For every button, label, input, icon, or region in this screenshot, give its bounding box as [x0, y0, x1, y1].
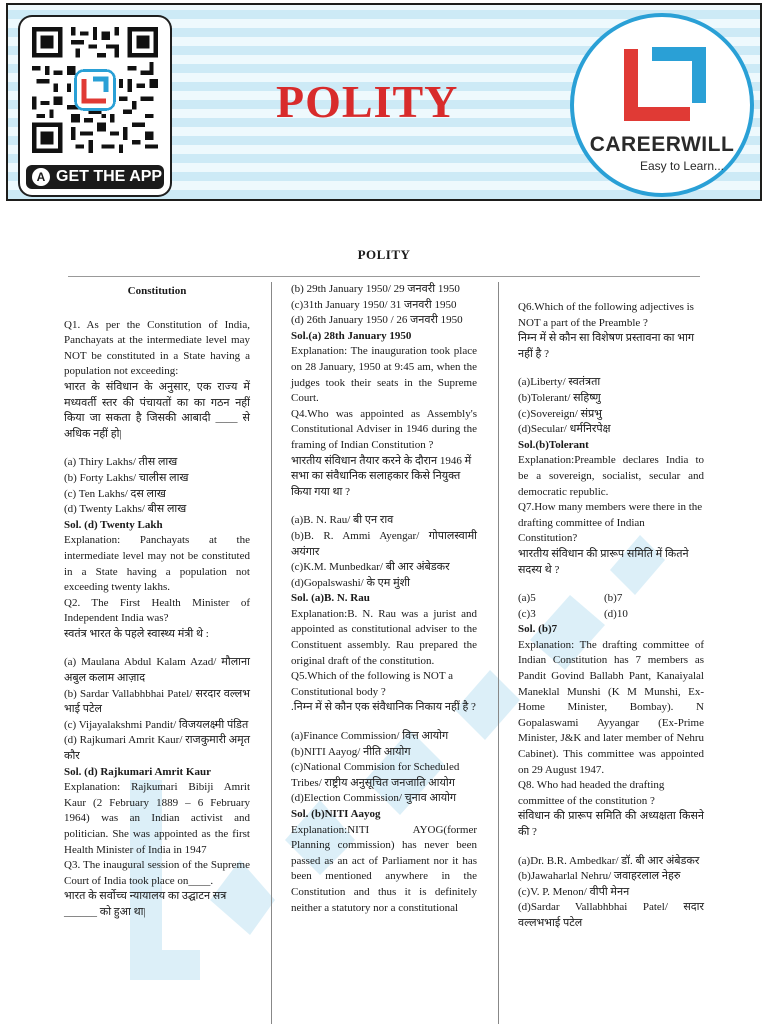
option: (d) Rajkumari Amrit Kaur/ राजकुमारी अमृत कौर: [64, 734, 250, 763]
heading-divider: [68, 276, 700, 277]
option: (a)B. N. Rau/ बी एन राव: [291, 514, 394, 527]
question-7-hindi: भारतीय संविधान की प्रारूप समिति में कितने सदस्य थे ?: [518, 547, 689, 576]
solution-6-explanation: Explanation:Preamble declares India to be a sovereign, socialist, secular and democratic republic.: [518, 454, 704, 498]
option: (c)31th January 1950/ 31 जनवरी 1950: [291, 298, 457, 311]
question-2: Q2. The First Health Minister of Independent India was?: [64, 596, 250, 625]
option: (b)B. R. Ammi Ayengar/ गोपालस्वामी अयंगार: [291, 529, 477, 558]
page-title: POLITY: [357, 247, 411, 262]
option: (d) Twenty Lakhs/ बीस लाख: [64, 503, 187, 516]
solution-5: Sol. (b)NITI Aayog: [291, 808, 381, 820]
question-7-options: [518, 591, 704, 622]
question-3-hindi: भारत के सर्वोच्च न्यायालय का उद्घाटन सत्र ______ को हुआ था|: [64, 890, 227, 918]
question-4-options: [291, 513, 477, 591]
question-8-options: [518, 854, 704, 932]
option: (d)Secular/ धर्मनिरपेक्ष: [518, 423, 611, 436]
banner-title: POLITY: [276, 76, 459, 127]
qr-code-card[interactable]: [20, 17, 170, 195]
solution-2: Sol. (d) Rajkumari Amrit Kaur: [64, 765, 211, 778]
option: (c) Ten Lakhs/ दस लाख: [64, 487, 166, 500]
column-2: [291, 282, 477, 916]
solution-3-explanation: Explanation: The inauguration took place on 28 January, 1950 at 9:45 am, when the judges took their seats in the Supreme Court.: [291, 345, 477, 405]
question-5: Q5.Which of the following is NOT a Constitutional body ?: [291, 670, 454, 698]
solution-2-explanation: Explanation: Rajkumari Bibiji Amrit Kaur (2 February 1889 – 6 February 1964) was an Indian activist and politician. She was appointed as the first Health Minister of India in 1947: [64, 781, 250, 856]
option: (b) Sardar Vallabhbhai Patel/ सरदार वल्लभ भाई पटेल: [64, 687, 250, 716]
solution-6: Sol.(b)Tolerant: [518, 438, 589, 451]
option: (c)K.M. Munbedkar/ बी आर अंबेडकर: [291, 561, 450, 574]
careerwill-logo-icon: [616, 41, 714, 127]
option: (d)10: [604, 607, 628, 620]
option: (d)Sardar Vallabhbhai Patel/ सदार वल्लभभाई पटेल: [518, 901, 704, 929]
question-1: Q1. As per the Constitution of India, Panchayats at the intermediate level may NOT be constituted in a State having a population not exceeding:: [64, 318, 250, 378]
column-1: [64, 282, 250, 921]
question-2-options: [64, 655, 250, 764]
question-6-options: [518, 375, 704, 437]
question-4: Q4.Who was appointed as Assembly's Constitutional Adviser in 1946 during the framing of Indian Constitution ?: [291, 407, 477, 451]
option: (c) Vijayalakshmi Pandit/ विजयलक्ष्मी पंडित: [64, 718, 249, 731]
solution-7-explanation: Explanation: The drafting committee of Indian Constitution has 7 members as Pandit Govind Ballabh Pant, Kanaiyalal Maneklal Munshi (K M Munshi, Ex- Home Minister, Bombay). N Gopalaswami Ayyangar (Ex-Prime Minister, J&K and later member of Nehru Cabinet). This committee was appointed on 29 August 1947.: [518, 638, 704, 776]
option: (d) 26th January 1950 / 26 जनवरी 1950: [291, 314, 463, 327]
question-4-hindi: भारतीय संविधान तैयार करने के दौरान 1946 में सभा का संवैधानिक सलाहकार किसे नियुक्त किया गया था ?: [291, 454, 472, 498]
option: (c)National Commision for Scheduled Tribes/ राष्ट्रीय अनुसूचित जनजाति आयोग: [291, 761, 460, 789]
option: (b)7: [604, 592, 623, 605]
option: (a) Thiry Lakhs/ तीस लाख: [64, 456, 178, 469]
option: (b) 29th January 1950/ 29 जनवरी 1950: [291, 283, 460, 295]
solution-4-explanation: Explanation:B. N. Rau was a jurist and appointed as constitutional adviser to the Constituent assembly. Rau prepared the original draft of the constitution.: [291, 607, 477, 667]
question-5-options: [291, 729, 477, 807]
brand-name: CAREERWILL: [589, 133, 735, 156]
qr-code-icon: [32, 27, 158, 153]
app-store-icon: A: [32, 168, 50, 186]
option: (d)Election Commission/ चुनाव आयोग: [291, 792, 457, 805]
question-2-hindi: स्वतंत्र भारत के पहले स्वास्थ्य मंत्री थे :: [64, 627, 209, 640]
solution-5-explanation: Explanation:NITI AYOG(former Planning commission) has never been passed as an act of Parliament nor it has been mentioned anywhere in the Constitution and thus it is definitely neither a statutory nor a constitutional: [291, 823, 477, 914]
question-6: Q6.Which of the following adjectives is NOT a part of the Preamble ?: [518, 301, 694, 329]
option: (b)NITI Aayog/ नीति आयोग: [291, 745, 411, 758]
section-heading: Constitution: [127, 285, 187, 297]
header-banner: [6, 3, 762, 201]
brand-tagline: Easy to Learn...: [639, 159, 725, 173]
solution-4: Sol. (a)B. N. Rau: [291, 592, 370, 605]
solution-3: Sol.(a) 28th January 1950: [291, 329, 412, 342]
option: (a) Maulana Abdul Kalam Azad/ मौलाना अबुल कलाम आज़ाद: [64, 656, 250, 685]
column-divider: [498, 282, 499, 1024]
option: (a)Finance Commission/ वित्त आयोग: [291, 730, 449, 743]
option: (c)3: [518, 607, 536, 620]
option: (d)Gopalswashi/ के एम मुंशी: [291, 576, 410, 589]
option: (a)Dr. B.R. Ambedkar/ डॉ. बी आर अंबेडकर: [518, 854, 700, 867]
solution-7: Sol. (b)7: [518, 623, 558, 636]
option: (c)V. P. Menon/ वीपी मेनन: [518, 885, 630, 898]
column-3: [518, 282, 704, 932]
question-3-options: [291, 282, 477, 329]
option: (b) Forty Lakhs/ चालीस लाख: [64, 471, 189, 484]
question-1-options: [64, 455, 250, 517]
question-8: Q8. Who had headed the drafting committee of the constitution ?: [518, 779, 665, 807]
careerwill-logo: [570, 13, 754, 197]
option: (b)Tolerant/ सहिष्णु: [518, 391, 601, 404]
solution-1-explanation: Explanation: Panchayats at the intermediate level may not be constituted in a State having a population not exceeding twenty lakhs.: [64, 534, 250, 594]
option: (a)5: [518, 592, 536, 605]
question-3: Q3. The inaugural session of the Supreme Court of India took place on____.: [64, 859, 250, 887]
option: (b)Jawaharlal Nehru/ जवाहरलाल नेहरु: [518, 870, 681, 883]
column-divider: [271, 282, 272, 1024]
question-5-hindi: .निम्न में से कौन एक संवैधानिक निकाय नहीं है ?: [291, 701, 476, 714]
option: (a)Liberty/ स्वतंत्रता: [518, 376, 601, 389]
get-the-app-button[interactable]: [26, 165, 164, 189]
solution-1: Sol. (d) Twenty Lakh: [64, 518, 163, 531]
question-8-hindi: संविधान की प्रारूप समिति की अध्यक्षता किसने की ?: [518, 810, 704, 838]
question-1-hindi: भारत के संविधान के अनुसार, एक राज्य में मध्यवर्ती स्तर की पंचायतों का का गठन नहीं किया जा सकता है जिसकी आबादी ____ से अधिक नहीं हो|: [64, 380, 250, 440]
option: (c)Sovereign/ संप्रभु: [518, 407, 603, 420]
get-the-app-label: GET THE APP: [56, 168, 163, 185]
question-6-hindi: निम्न में से कौन सा विशेषण प्रस्तावना का भाग नहीं है ?: [518, 332, 695, 360]
question-7: Q7.How many members were there in the drafting committee of Indian Constitution?: [518, 501, 703, 545]
